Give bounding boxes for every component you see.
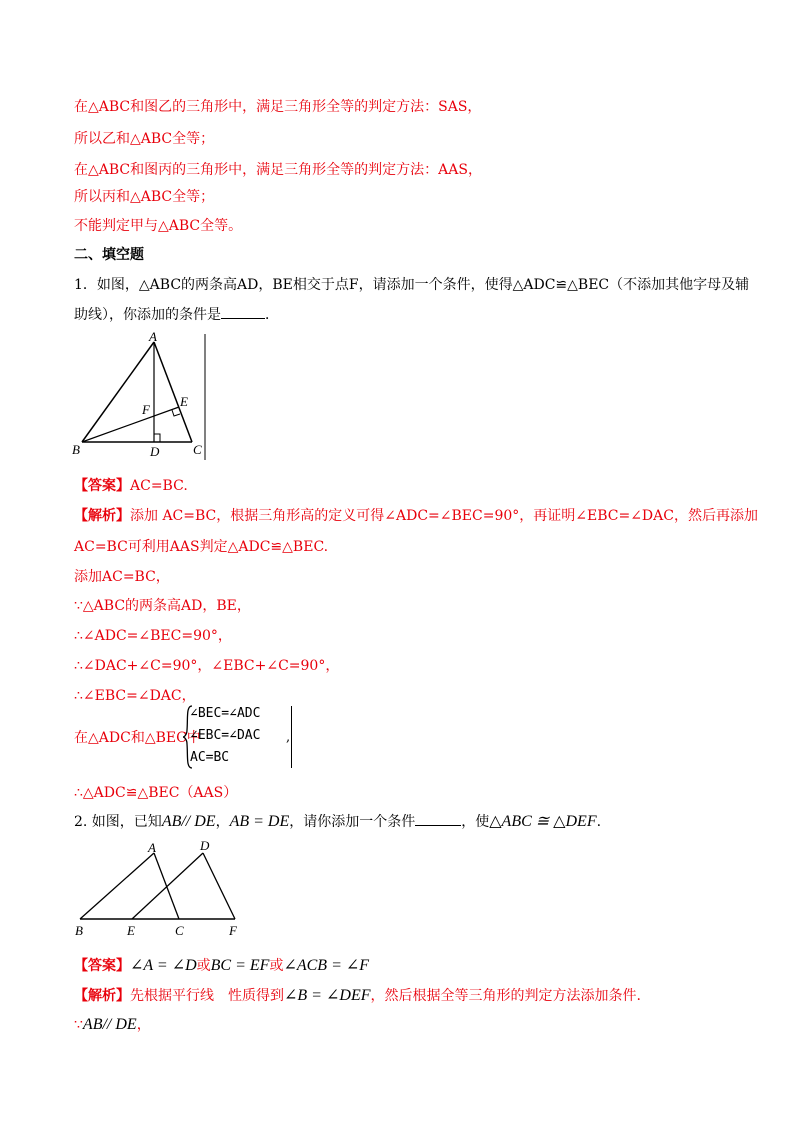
analysis-tag: 【解析】 — [74, 988, 130, 1004]
q2-label-a: A — [148, 840, 156, 855]
q2-label-b: B — [75, 923, 83, 938]
system-line-3: AC=BC — [190, 750, 230, 765]
text-line-2: 所以乙和△ABC全等； — [74, 131, 215, 147]
q2-math-2: AB = DE — [229, 813, 290, 830]
q1-label-a: A — [149, 330, 157, 344]
q1-text-b — [74, 305, 279, 325]
q1-analysis-b: AC=BC可利用AAS判定△ADC≌△BEC. — [74, 539, 329, 555]
q1-figure — [72, 330, 212, 460]
q2-text-end: . — [596, 814, 602, 830]
q2-step-post: ， — [136, 1017, 151, 1033]
text-line-5: 不能判定甲与△ABC全等。 — [74, 218, 243, 234]
answer-text: AC=BC. — [130, 478, 188, 494]
q1-step-7: ∴△ADC≌△BEC（AAS） — [74, 785, 238, 801]
q1-label-c: C — [193, 442, 202, 457]
q1-step-1: 添加AC=BC， — [74, 569, 170, 585]
q1-label-d: D — [150, 444, 160, 459]
text-line-4: 所以丙和△ABC全等； — [74, 189, 215, 205]
q2-analysis-pre: 先根据平行线 性质得到 — [130, 988, 284, 1004]
q2-text-pre: 2. 如图，已知 — [74, 814, 162, 830]
q1-answer-blank — [221, 306, 265, 319]
q1-text-b-post: ． — [265, 307, 279, 323]
q2-math-3: △ABC ≅ △DEF — [489, 813, 597, 830]
system-line-2: ∠EBC=∠DAC — [190, 728, 261, 743]
q1-answer — [74, 476, 188, 496]
answer-tag: 【答案】 — [74, 478, 130, 494]
q1-label-b: B — [72, 442, 80, 457]
q2-or-2: 或 — [269, 958, 284, 974]
q2-analysis-math: ∠B = ∠DEF — [284, 987, 371, 1004]
q2-answer-3: ∠ACB = ∠F — [283, 957, 370, 974]
equation-system — [182, 704, 294, 770]
q1-step-4: ∴∠DAC+∠C=90°，∠EBC+∠C=90°， — [74, 658, 340, 674]
q2-step-math: AB// DE — [82, 1016, 137, 1033]
q1-analysis-a — [74, 506, 758, 526]
q2-analysis-post: ，然后根据全等三角形的判定方法添加条件. — [370, 988, 641, 1004]
q1-text-b-pre: 助线），你添加的条件是 — [74, 307, 221, 323]
q2-label-d: D — [200, 838, 210, 853]
system-punct: , — [286, 730, 291, 745]
q1-label-e: E — [180, 394, 188, 409]
section-title: 二、填空题 — [74, 247, 144, 263]
analysis-text: 添加 AC=BC，根据三角形高的定义可得∠ADC=∠BEC=90°，再证明∠EBC=∠DAC，然后再添加 — [130, 508, 758, 524]
q2-answer-2: BC = EF — [210, 957, 270, 974]
q2-step-1 — [74, 1015, 151, 1035]
q1-text-a: 1．如图，△ABC的两条高AD，BE相交于点F，请添加一个条件，使得△ADC≌△BEC（不添加其他字母及辅 — [74, 277, 750, 293]
q2-answer-blank — [415, 813, 461, 826]
q2-or-1: 或 — [196, 958, 211, 974]
q2-text-mid: ，请你添加一个条件 — [289, 814, 416, 830]
system-line-1: ∠BEC=∠ADC — [190, 706, 261, 721]
text-line-3: 在△ABC和图丙的三角形中，满足三角形全等的判定方法：AAS， — [74, 162, 482, 178]
q2-text-mid2: ，使 — [461, 814, 490, 830]
q2-label-f: F — [229, 923, 237, 938]
q2-figure — [72, 838, 252, 938]
q2-sep: ， — [215, 814, 230, 830]
q1-step-3: ∴∠ADC=∠BEC=90°， — [74, 628, 232, 644]
q2-label-e: E — [127, 923, 135, 938]
q2-text — [74, 812, 601, 832]
q1-step-5: ∴∠EBC=∠DAC， — [74, 688, 196, 704]
answer-tag: 【答案】 — [74, 958, 130, 974]
q1-label-f: F — [142, 402, 150, 417]
analysis-tag: 【解析】 — [74, 508, 130, 524]
q1-step-2: ∵△ABC的两条高AD，BE， — [74, 598, 251, 614]
because-symbol: ∵ — [74, 1017, 83, 1033]
q2-label-c: C — [175, 923, 184, 938]
q2-answer-1: ∠A = ∠D — [130, 957, 197, 974]
q2-analysis — [74, 986, 641, 1006]
text-line-1: 在△ABC和图乙的三角形中，满足三角形全等的判定方法：SAS， — [74, 99, 482, 115]
q2-answer — [74, 956, 369, 976]
q2-math-1: AB// DE — [161, 813, 216, 830]
system-right-rule — [291, 706, 292, 768]
q1-step-6: 在△ADC和△BEC中 — [74, 730, 201, 746]
